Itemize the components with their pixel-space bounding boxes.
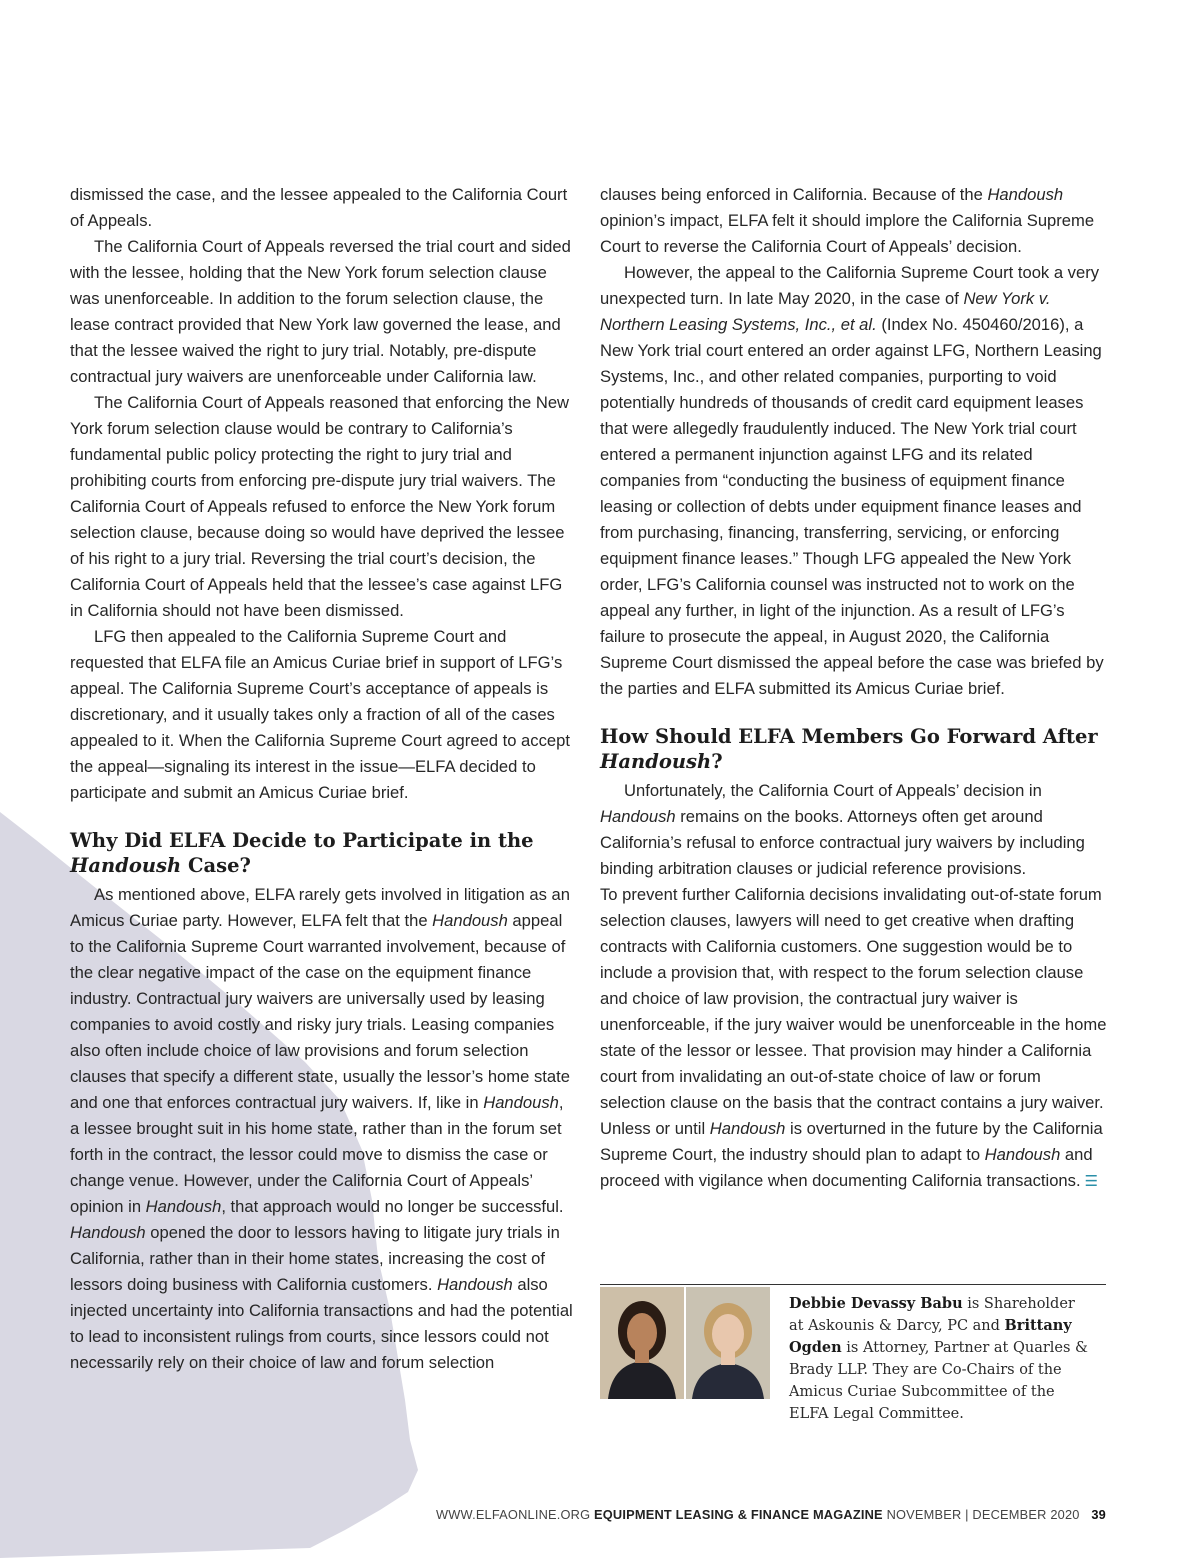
footer-issue: NOVEMBER | DECEMBER 2020: [886, 1507, 1080, 1522]
paragraph: clauses being enforced in California. Because of the Handoush opinion’s impact, ELFA felt it should implore the California Supreme Court to reverse the California Court of Appeals’ decision.: [600, 185, 1095, 256]
page-number: 39: [1091, 1507, 1106, 1522]
paragraph: LFG then appealed to the California Supreme Court and requested that ELFA file an Amicus Curiae brief in support of LFG’s appeal. The California Supreme Court’s acceptance of appeals is discretionary, and it usually takes only a fraction of all of the cases appealed to it. When the California Supreme Court agreed to accept the appeal—signaling its interest in the issue—ELFA decided to participate and submit an Amicus Curiae brief.: [70, 627, 570, 802]
end-of-article-icon: ☰: [1084, 1173, 1099, 1190]
footer-magazine-title: EQUIPMENT LEASING & FINANCE MAGAZINE: [594, 1507, 883, 1522]
author-photo-debbie: [600, 1287, 684, 1399]
section-heading: Why Did ELFA Decide to Participate in the Handoush Case?: [70, 829, 534, 877]
paragraph: The California Court of Appeals reasoned that enforcing the New York forum selection clause would be contrary to California’s fundamental public policy protecting the right to jury trial and prohibiting courts from enforcing pre-dispute jury trial waivers. The California Court of Appeals refused to enforce the New York forum selection clause, because doing so would have deprived the lessee of his right to a jury trial. Reversing the trial court’s decision, the California Court of Appeals held that the lessee’s case against LFG in California should not have been dismissed.: [70, 393, 570, 620]
bio-text: Debbie Devassy Babu is Shareholder at Askounis & Darcy, PC and Brittany Ogden is Attorney, Partner at Quarles & Brady LLP. They are Co-Chairs of the Amicus Curiae Subcommittee of the ELFA Legal Committee.: [789, 1295, 1088, 1422]
paragraph: As mentioned above, ELFA rarely gets involved in litigation as an Amicus Curiae party. However, ELFA felt that the Handoush appeal to the California Supreme Court warranted involvement, because of the clear negative impact of the case on the equipment finance industry. Contractual jury waivers are universally used by leasing companies to avoid costly and risky jury trials. Leasing companies also often include choice of law provisions and forum selection clauses that specify a different state, usually the lessor’s home state and one that enforces contractual jury waivers. If, like in Handoush, a lessee brought suit in his home state, rather than in the forum set forth in the contract, the lessor could move to dismiss the case or change venue. However, under the California Court of Appeals’ opinion in Handoush, that approach would no longer be successful. Handoush opened the door to lessors having to litigate jury trials in California, rather than in their home states, increasing the cost of lessors doing business with California customers. Handoush also injected uncertainty into California transactions and had the potential to lead to inconsistent rulings from courts, since lessors could not necessarily rely on their choice of law and forum selection: [70, 885, 573, 1372]
paragraph: Unfortunately, the California Court of Appeals’ decision in Handoush remains on the books. Attorneys often get around California’s refusal to enforce contractual jury waivers by including binding arbitration clauses or judicial reference provisions.: [600, 781, 1085, 878]
right-column: [600, 182, 1108, 1195]
footer-url[interactable]: WWW.ELFAONLINE.ORG: [435, 1507, 591, 1522]
author-photo-brittany: [686, 1287, 770, 1399]
paragraph: However, the appeal to the California Supreme Court took a very unexpected turn. In late May 2020, in the case of New York v. Northern Leasing Systems, Inc., et al. (Index No. 450460/2016), a New York trial court entered an order against LFG, Northern Leasing Systems, Inc., and other related companies, purporting to void potentially hundreds of thousands of credit card equipment leases that were allegedly fraudulently induced. The New York trial court entered a permanent injunction against LFG and its related companies from “conducting the business of equipment finance leasing or collection of debts under equipment finance leases and from purchasing, financing, transferring, servicing, or enforcing equipment finance leases.” Though LFG appealed the New York order, LFG’s California counsel was instructed not to work on the appeal any further, in light of the injunction. As a result of LFG’s failure to prosecute the appeal, in August 2020, the California Supreme Court dismissed the appeal before the case was briefed by the parties and ELFA submitted its Amicus Curiae brief.: [600, 263, 1104, 698]
paragraph: To prevent further California decisions invalidating out-of-state forum selection clauses, lawyers will need to get creative when drafting contracts with California customers. One suggestion would be to include a provision that, with respect to the forum selection clause and choice of law provision, the contractual jury waiver is unenforceable, if the jury waiver would be unenforceable in the home state of the lessor or lessee. That provision may hinder a California court from invalidating an out-of-state choice of law or forum selection clause on the basis that the contract contains a jury waiver. Unless or until Handoush is overturned in the future by the California Supreme Court, the industry should plan to adapt to Handoush and proceed with vigilance when documenting California transactions. ☰: [600, 882, 1108, 1195]
page-footer: [436, 1507, 1106, 1522]
left-column: [70, 182, 575, 1376]
author-bio: [600, 1284, 1106, 1425]
paragraph: dismissed the case, and the lessee appealed to the California Court of Appeals.: [70, 185, 568, 230]
paragraph: The California Court of Appeals reversed the trial court and sided with the lessee, holding that the New York forum selection clause was unenforceable. In addition to the forum selection clause, the lease contract provided that New York law governed the lease, and that the lessee waived the right to jury trial. Notably, pre-dispute contractual jury waivers are unenforceable under California law.: [70, 237, 571, 386]
section-heading: How Should ELFA Members Go Forward After Handoush?: [600, 725, 1098, 773]
